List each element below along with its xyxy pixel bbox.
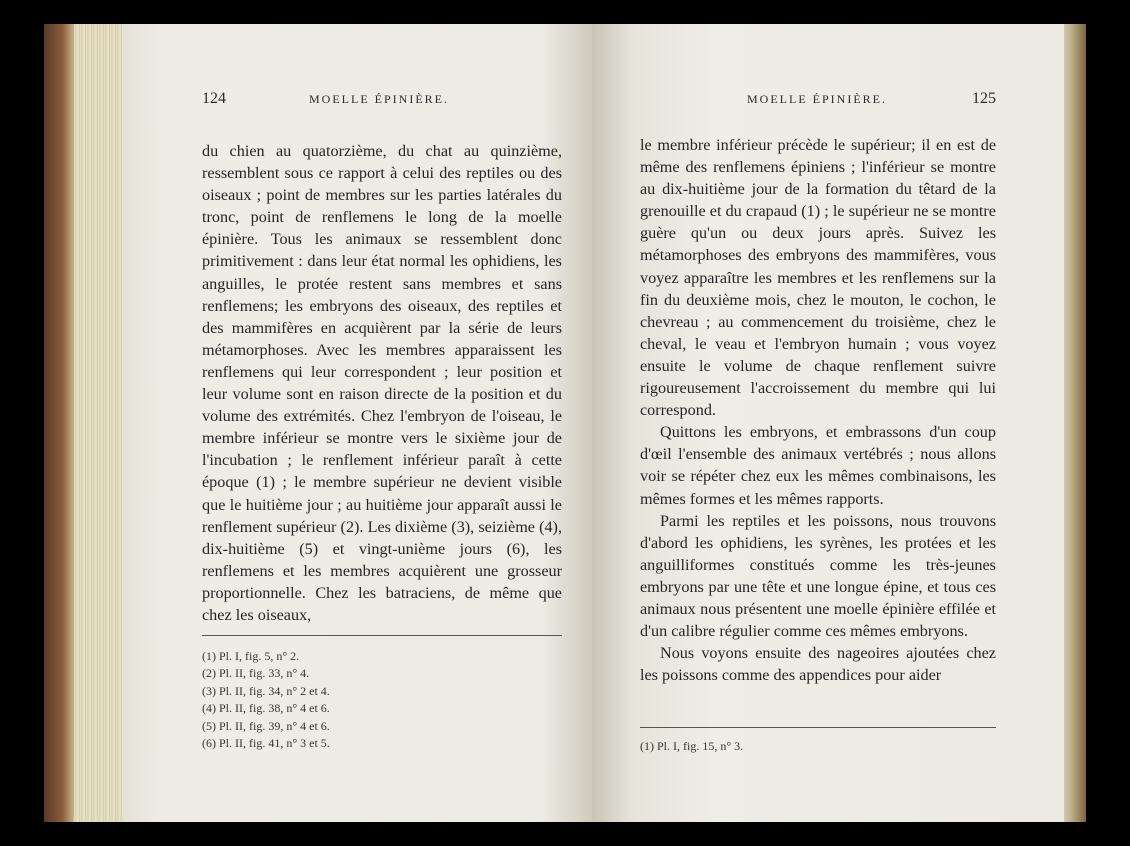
right-page-edges (1062, 24, 1086, 822)
page-number: 124 (202, 90, 226, 107)
book-cover (44, 24, 74, 822)
paragraph: Parmi les reptiles et les poissons, nous trouvons d'abord les ophidiens, les syrènes, les protées et les anguilliformes constitués comme les très-jeunes embryons par une tête et une longue épine, et tous ces animaux nous présentent une moelle épinière effilée et d'un calibre régulier comme ces mêmes embryons. (640, 511, 996, 641)
paragraph: Quittons les embryons, et embrassons d'un coup d'œil l'ensemble des animaux vertébrés ; nous allons voir se répéter chez eux les mêmes combinaisons, les mêmes formes et les mêmes rapports. (640, 423, 996, 508)
left-body-text (202, 140, 562, 626)
footnote-rule (202, 635, 562, 636)
right-page (592, 24, 1064, 822)
paragraph: le membre inférieur précède le supérieur; il en est de même des renflemens épiniens ; l'inférieur se montre au dix-huitième jour de la formation du têtard de la grenouille et du crapaud (1) ; le supérieur ne se montre guère qu'un ou deux jours après. Suivez les métamorphoses des embryons des mammifères, vous voyez apparaître les membres et les renflemens sur la fin du deuxième mois, chez le mouton, le cochon, le chevreau ; au commencement du troisième, chez le cheval, le veau et l'embryon humain ; vous voyez ensuite le volume de chaque renflement suivre rigoureusement l'accroissement du membre qui lui correspond. (640, 136, 996, 420)
footnote-rule (640, 727, 996, 728)
right-footnotes (640, 738, 940, 755)
footnote: (6) Pl. II, fig. 41, n° 3 et 5. (202, 736, 330, 751)
footnote: (2) Pl. II, fig. 33, n° 4. (202, 666, 310, 681)
running-title: MOELLE ÉPINIÈRE. (309, 92, 449, 106)
footnote: (4) Pl. II, fig. 38, n° 4 et 6. (202, 701, 330, 716)
footnote: (3) Pl. II, fig. 34, n° 2 et 4. (202, 683, 330, 698)
right-body-text (640, 134, 996, 686)
left-footnotes (202, 648, 502, 752)
paragraph: du chien au quatorzième, du chat au quinzième, ressemblent sous ce rapport à celui des reptiles ou des oiseaux ; point de membres sur les parties latérales du tronc, point de renflemens le long de la moelle épinière. Tous les animaux se ressemblent donc primitivement : dans leur état normal les ophidiens, les anguilles, le protée restent sans membres et sans renflemens; les embryons des oiseaux, des reptiles et des mammifères en acquièrent par la série de leurs métamorphoses. Avec les membres apparaissent les renflemens qui leur correspondent ; leur position et leur volume sont en raison directe de la position et du volume des extrémités. Chez l'embryon de l'oiseau, le membre inférieur se montre vers le sixième jour de l'incubation ; le renflement inférieur paraît à cette époque (1) ; le membre supérieur ne devient visible que le huitième jour ; au huitième jour apparaît aussi le renflement supérieur (2). Les dixième (3), seizième (4), dix-huitième (5) et vingt-unième jours (6), les renflemens et les membres acquièrent une grosseur proportionnelle. Chez les batraciens, de même que chez les oiseaux, (202, 142, 562, 624)
left-page-edges (44, 24, 128, 822)
page-number: 125 (971, 90, 996, 107)
footnote: (1) Pl. I, fig. 15, n° 3. (640, 739, 744, 753)
left-running-head (202, 90, 562, 108)
footnote: (1) Pl. I, fig. 5, n° 2. (202, 649, 300, 663)
footnote: (5) Pl. II, fig. 39, n° 4 et 6. (202, 718, 330, 733)
running-title: MOELLE ÉPINIÈRE. (747, 92, 887, 106)
right-running-head (632, 90, 996, 108)
paragraph: Nous voyons ensuite des nageoires ajoutées chez les poissons comme des appendices pour aider (640, 644, 996, 685)
left-page (122, 24, 592, 822)
